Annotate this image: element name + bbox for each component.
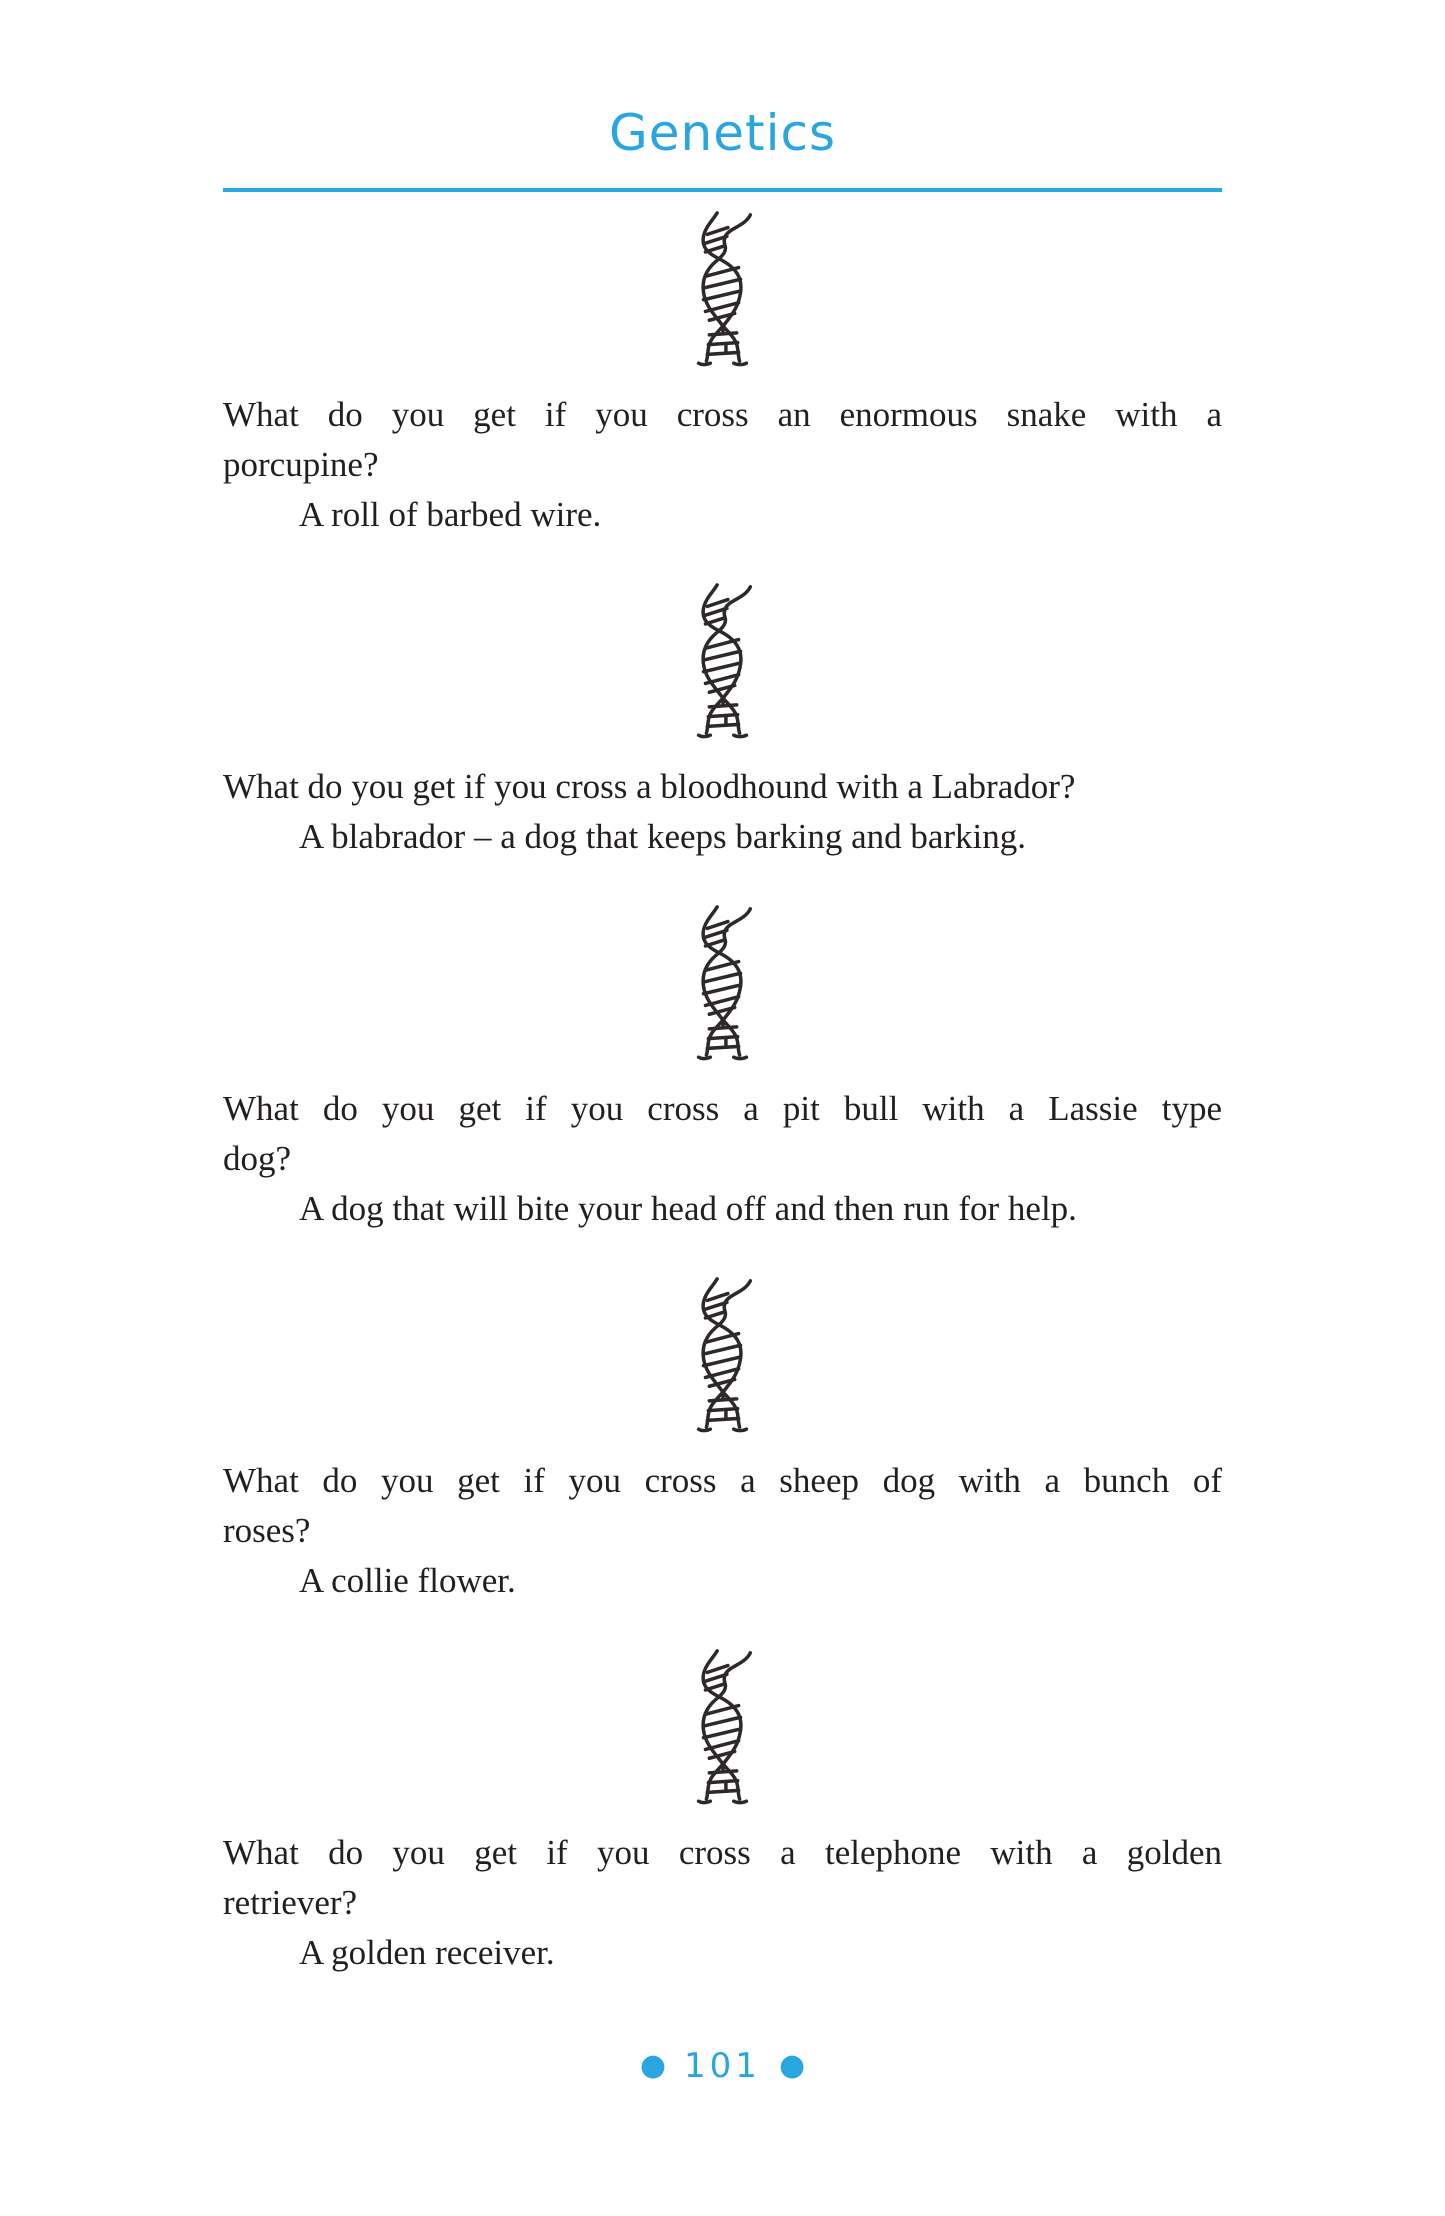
joke-question-line: What do you get if you cross a sheep dog with a bunch of — [223, 1461, 1222, 1500]
section-divider — [223, 582, 1222, 742]
section-divider — [223, 210, 1222, 370]
dna-helix-icon — [690, 1276, 756, 1436]
dna-helix-icon — [690, 904, 756, 1064]
joke-answer: A collie flower. — [299, 1561, 516, 1600]
section-divider — [223, 904, 1222, 1064]
dna-helix-icon — [690, 582, 756, 742]
joke-question-line: roses? — [223, 1511, 311, 1550]
joke-answer: A blabrador – a dog that keeps barking and barking. — [299, 817, 1027, 856]
joke-answer: A roll of barbed wire. — [299, 495, 602, 534]
joke-block — [223, 762, 1222, 862]
footer-bullet-icon: ● — [778, 2048, 806, 2083]
joke-question-line: What do you get if you cross a pit bull with a Lassie type — [223, 1089, 1222, 1128]
joke-question-line: What do you get if you cross a bloodhound with a Labrador? — [223, 767, 1076, 806]
dna-helix-icon — [690, 1648, 756, 1808]
footer-bullet-icon: ● — [639, 2048, 667, 2083]
page-number: 101 — [684, 2046, 761, 2086]
joke-question-line: What do you get if you cross an enormous snake with a — [223, 395, 1222, 434]
joke-question-line: porcupine? — [223, 445, 379, 484]
joke-block — [223, 1828, 1222, 1978]
joke-answer: A dog that will bite your head off and then run for help. — [299, 1189, 1077, 1228]
joke-block — [223, 390, 1222, 540]
title-underline-rule — [223, 188, 1222, 192]
joke-question-line: What do you get if you cross a telephone with a golden — [223, 1833, 1222, 1872]
section-divider — [223, 1276, 1222, 1436]
dna-helix-icon — [690, 210, 756, 370]
joke-answer: A golden receiver. — [299, 1933, 555, 1972]
section-divider — [223, 1648, 1222, 1808]
page-footer — [0, 2046, 1445, 2086]
joke-question-line: dog? — [223, 1139, 292, 1178]
joke-question-line: retriever? — [223, 1883, 358, 1922]
page-title: Genetics — [609, 104, 836, 162]
text-block — [223, 0, 1222, 1978]
joke-block — [223, 1084, 1222, 1234]
joke-block — [223, 1456, 1222, 1606]
